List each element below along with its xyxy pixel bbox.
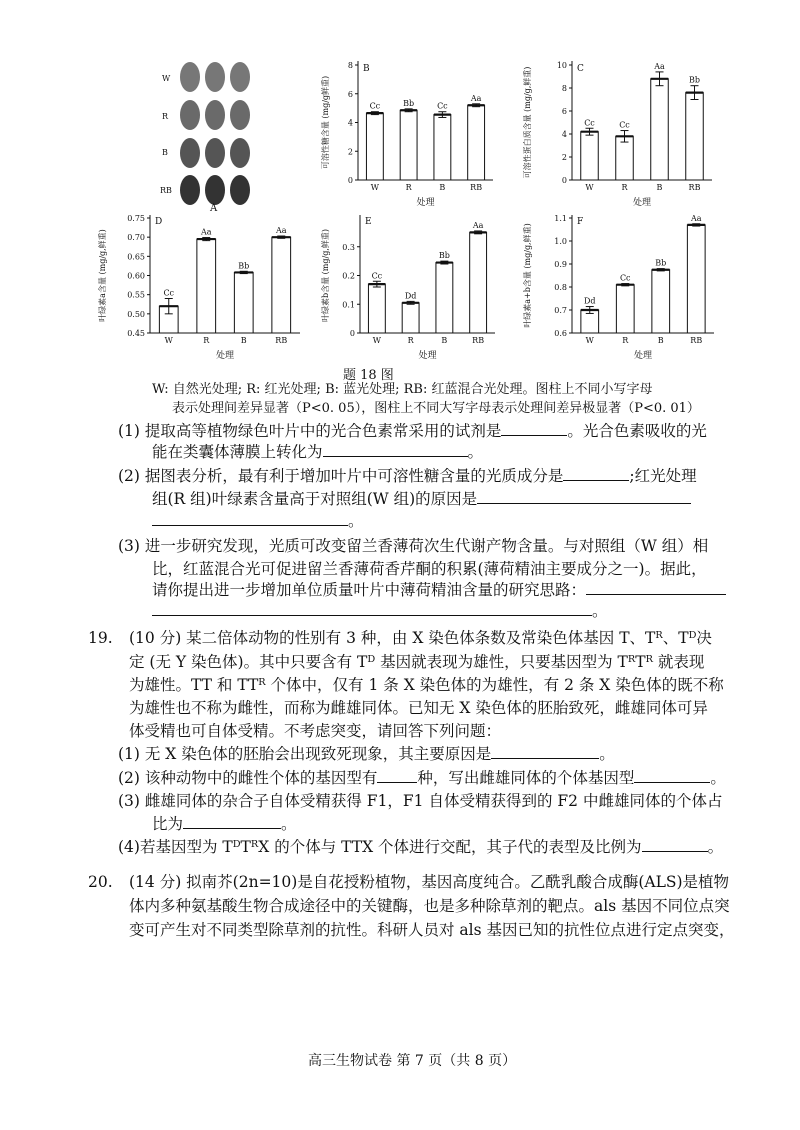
q18-part3-line4: [152, 601, 608, 621]
q18-part2-line2: [152, 489, 691, 509]
y-tick-label: 0.7: [554, 306, 567, 315]
q18-part1-line2: [152, 442, 483, 462]
significance-letter: Cc: [619, 273, 631, 283]
q18-part3-line1: [118, 536, 708, 556]
q19-stem-line-3: 为雄性。TT 和 TTᴿ 个体中，仅有 1 条 X 染色体的为雄性，有 2 条 X 染色体的既不称: [129, 676, 724, 694]
bar: [436, 263, 453, 333]
q19-part1: [118, 744, 615, 764]
x-tick-label: W: [164, 336, 173, 345]
bar: [581, 132, 599, 180]
q18-answer-blank-3[interactable]: [563, 466, 629, 481]
significance-letter: Aa: [654, 61, 665, 71]
bar: [234, 272, 253, 333]
q18-part1-line1: [118, 421, 707, 441]
y-tick-label: 0.70: [127, 233, 145, 243]
q19-part3-line2: [152, 814, 297, 834]
significance-letter: Dd: [583, 296, 596, 306]
q19-part2-text-a: (2) 该种动物中的雌性个体的基因型有: [118, 769, 378, 787]
y-tick-label: 0.8: [554, 283, 567, 292]
x-axis-label: 处理: [215, 351, 235, 361]
significance-letter: Aa: [200, 227, 212, 237]
q18-part3-text-a: (3) 进一步研究发现，光质可改变留兰香薄荷次生代谢产物含量。与对照组（W 组）相: [118, 537, 709, 555]
figure-legend-line-1: W: 自然光处理; R: 红光处理; B: 蓝光处理; RB: 红蓝混合光处理。图柱上不同小写字母: [152, 382, 653, 397]
significance-letter: Aa: [690, 215, 702, 223]
q18-answer-blank-1[interactable]: [501, 421, 567, 436]
y-tick-label: 0.75: [127, 215, 145, 223]
panel-label: F: [577, 217, 584, 227]
q19-part3-line1: [118, 791, 722, 811]
significance-letter: Cc: [369, 101, 381, 111]
y-tick-label: 0: [347, 176, 353, 185]
q19-stem-line-5: 体受精也可自体受精。不考虑突变，请回答下列问题：: [129, 722, 502, 740]
x-tick-label: W: [585, 336, 594, 345]
y-tick-label: 4: [561, 130, 567, 139]
leaf-row-label-b: B: [162, 148, 168, 157]
q18-part3-text-c: 请你提出进一步增加单位质量叶片中薄荷精油含量的研究思路：: [152, 581, 587, 599]
q19-part3-text-c: 。: [281, 815, 297, 833]
q20-number: 20.: [88, 873, 113, 891]
bar: [616, 285, 634, 333]
x-tick-label: B: [439, 183, 446, 192]
bar: [686, 93, 704, 180]
y-tick-label: 10: [556, 61, 567, 70]
q19-stem-line-4: 为雄性也不称为雌性，而称为雌雄同体。已知无 X 染色体的胚胎致死，雌雄同体可异: [129, 699, 708, 717]
chart-panel-c: [520, 55, 720, 210]
y-tick-label: 0.60: [127, 271, 145, 281]
q18-part2-line1: [118, 466, 697, 486]
significance-letter: Bb: [438, 251, 450, 261]
q19-answer-blank-1[interactable]: [491, 744, 599, 759]
y-tick-label: 0: [349, 329, 355, 338]
leaf-photo: [160, 55, 270, 215]
x-tick-label: R: [405, 183, 412, 192]
y-tick-label: 0.6: [554, 329, 567, 338]
leaf-panel-label: A: [210, 203, 218, 214]
significance-letter: Cc: [371, 271, 383, 281]
q19-stem-line-1: (10 分) 某二倍体动物的性别有 3 种，由 X 染色体条数及常染色体基因 T、Tᴿ、Tᴰ决: [129, 629, 712, 647]
x-axis-label: 处理: [416, 198, 435, 208]
q19-part2-text-c: 。: [710, 769, 726, 787]
bar: [470, 232, 487, 333]
x-axis-label: 处理: [632, 198, 652, 208]
q18-answer-blank-5[interactable]: [152, 511, 348, 526]
q18-part1-text-a: (1) 提取高等植物绿色叶片中的光合色素常采用的试剂是: [118, 422, 502, 440]
bar: [366, 113, 383, 180]
q18-part2-line3: [152, 511, 364, 531]
significance-letter: Bb: [238, 261, 250, 271]
significance-letter: Aa: [275, 226, 287, 236]
bar: [402, 303, 419, 333]
x-tick-label: RB: [472, 336, 485, 345]
y-tick-label: 0: [561, 176, 567, 185]
q18-answer-blank-4[interactable]: [477, 489, 691, 504]
significance-letter: Cc: [437, 101, 448, 111]
bar: [400, 110, 417, 180]
x-tick-label: B: [657, 336, 664, 345]
q19-part3-text-b: 比为: [152, 815, 184, 833]
x-tick-label: R: [203, 336, 210, 345]
significance-letter: Aa: [470, 93, 482, 103]
significance-letter: Cc: [584, 118, 595, 128]
q19-part4-text-a: (4)若基因型为 TᴰTᴿX 的个体与 TTX 个体进行交配，其子代的表型及比例为: [118, 838, 642, 856]
q18-answer-blank-6[interactable]: [586, 580, 726, 595]
panel-label: C: [577, 64, 584, 74]
q19-part4: [118, 837, 723, 857]
y-tick-label: 0.2: [342, 271, 355, 281]
x-tick-label: W: [585, 183, 594, 192]
q19-answer-blank-4[interactable]: [183, 814, 281, 829]
y-tick-label: 8: [561, 84, 567, 93]
x-tick-label: RB: [470, 183, 483, 192]
significance-letter: Bb: [655, 258, 667, 268]
q18-part1-text-b: 。光合色素吸收的光: [567, 422, 707, 440]
y-tick-label: 0.9: [554, 260, 567, 269]
figure-caption: 题 18 图: [343, 368, 394, 383]
leaf-row-label-w: W: [162, 74, 171, 83]
y-tick-label: 0.65: [127, 252, 145, 262]
q18-part2-text-a: (2) 据图表分析，最有利于增加叶片中可溶性糖含量的光质成分是: [118, 467, 564, 485]
x-tick-label: B: [441, 336, 448, 345]
q19-part3-text-a: (3) 雌雄同体的杂合子自体受精获得 F1，F1 自体受精获得到的 F2 中雌雄同体的个体占: [118, 792, 723, 810]
q18-part3-line2: [152, 559, 707, 579]
x-tick-label: B: [240, 336, 247, 345]
q19-answer-blank-3[interactable]: [634, 768, 710, 783]
q18-part2-text-b: ;红光处理: [629, 467, 697, 485]
y-tick-label: 6: [347, 89, 353, 99]
x-tick-label: W: [372, 336, 381, 345]
bar: [468, 105, 485, 180]
q19-part1-text-b: 。: [599, 745, 615, 763]
y-axis-label: 叶绿素b含量 (mg/g,鲜重): [321, 229, 330, 322]
x-axis-label: 处理: [633, 351, 653, 361]
y-tick-label: 0.50: [127, 309, 145, 319]
y-tick-label: 4: [347, 118, 353, 128]
x-tick-label: RB: [690, 336, 703, 345]
x-tick-label: R: [622, 336, 629, 345]
y-tick-label: 6: [561, 107, 567, 116]
y-tick-label: 0.3: [342, 242, 355, 252]
bar: [616, 136, 634, 180]
y-tick-label: 0.45: [127, 329, 145, 338]
q18-part3-line3: [152, 580, 726, 600]
x-tick-label: RB: [275, 336, 288, 345]
q19-part2-text-b: 种，写出雌雄同体的个体基因型: [417, 769, 635, 787]
y-axis-label: 叶绿素a含量 (mg/g,鲜重): [98, 229, 107, 322]
q19-part1-text-a: (1) 无 X 染色体的胚胎会出现致死现象，其主要原因是: [118, 745, 492, 763]
q19-number: 19.: [88, 629, 113, 647]
significance-letter: Dd: [404, 291, 417, 301]
q18-answer-blank-2[interactable]: [323, 442, 468, 457]
panel-label: B: [363, 64, 370, 74]
y-tick-label: 1.1: [554, 215, 567, 223]
q19-answer-blank-2[interactable]: [377, 768, 417, 783]
y-axis-label: 叶绿素a+b含量 (mg/g,鲜重): [523, 223, 532, 328]
significance-letter: Bb: [403, 98, 415, 108]
chart-panel-b: [318, 55, 503, 210]
y-tick-label: 8: [347, 61, 353, 70]
figure-legend-line-2: 表示处理间差异显著（P<0. 05），图柱上不同大写字母表示处理间差异极显著（P<0. 01）: [172, 401, 700, 416]
q20-stem-line-1: (14 分) 拟南芥(2n=10)是自花授粉植物，基因高度纯合。乙酰乳酸合成酶(ALS)是植物: [129, 873, 730, 891]
q19-answer-blank-5[interactable]: [642, 837, 708, 852]
page-footer: 高三生物试卷 第 7 页（共 8 页）: [308, 1053, 517, 1069]
y-tick-label: 0.55: [127, 290, 145, 300]
q19-part4-text-b: 。: [707, 838, 724, 856]
q18-part3-text-d: 。: [592, 602, 608, 620]
leaf-row-label-rb: RB: [160, 186, 172, 195]
y-tick-label: 2: [347, 147, 353, 157]
chart-panel-e: [318, 215, 503, 365]
significance-letter: Aa: [472, 220, 484, 230]
y-tick-label: 0.1: [342, 300, 355, 310]
bar: [197, 239, 216, 333]
x-axis-label: 处理: [418, 351, 437, 361]
q19-part2: [118, 768, 726, 788]
x-tick-label: B: [656, 183, 663, 192]
chart-panel-d: [95, 215, 305, 365]
x-tick-label: RB: [688, 183, 701, 192]
x-tick-label: R: [407, 336, 414, 345]
bar: [368, 284, 385, 333]
q18-part3-text-b: 比，红蓝混合光可促进留兰香薄荷香芹酮的积累(薄荷精油主要成分之一)。据此，: [152, 560, 707, 578]
panel-label: D: [155, 217, 163, 227]
q18-part1-text-c: 能在类囊体薄膜上转化为: [152, 443, 323, 461]
bar: [651, 79, 669, 180]
leaf-photo-panel: [160, 55, 270, 215]
q20-stem-line-2: 体内多种氨基酸生物合成途径中的关键酶，也是多种除草剂的靶点。als 基因不同位点突: [129, 897, 730, 915]
q18-part2-text-c: 组(R 组)叶绿素含量高于对照组(W 组)的原因是: [152, 490, 478, 508]
bar: [272, 237, 291, 333]
q19-stem-line-2: 定 (无 Y 染色体)。其中只要含有 Tᴰ 基因就表现为雄性，只要基因型为 TᴿTᴿ 就表现: [129, 653, 705, 671]
bar: [652, 270, 670, 333]
q18-answer-blank-7[interactable]: [152, 601, 592, 616]
y-tick-label: 2: [561, 153, 567, 162]
leaf-row-label-r: R: [162, 112, 169, 121]
y-axis-label: 可溶性糖含量 (mg/g鲜重): [321, 75, 330, 170]
bar: [434, 115, 451, 180]
x-tick-label: R: [621, 183, 628, 192]
q20-stem-line-3: 变可产生对不同类型除草剂的抗性。科研人员对 als 基因已知的抗性位点进行定点突变，: [129, 921, 735, 939]
significance-letter: Cc: [619, 120, 630, 130]
x-tick-label: W: [370, 183, 379, 192]
q18-part2-text-d: 。: [348, 512, 364, 530]
q18-part1-text-d: 。: [467, 443, 484, 461]
significance-letter: Cc: [163, 288, 175, 298]
significance-letter: Bb: [689, 75, 700, 85]
chart-panel-f: [520, 215, 720, 365]
panel-label: E: [365, 217, 372, 227]
bar: [687, 225, 705, 333]
y-axis-label: 可溶性蛋白质含量 (mg/g,鲜重): [523, 66, 532, 179]
y-tick-label: 1.0: [554, 237, 567, 246]
